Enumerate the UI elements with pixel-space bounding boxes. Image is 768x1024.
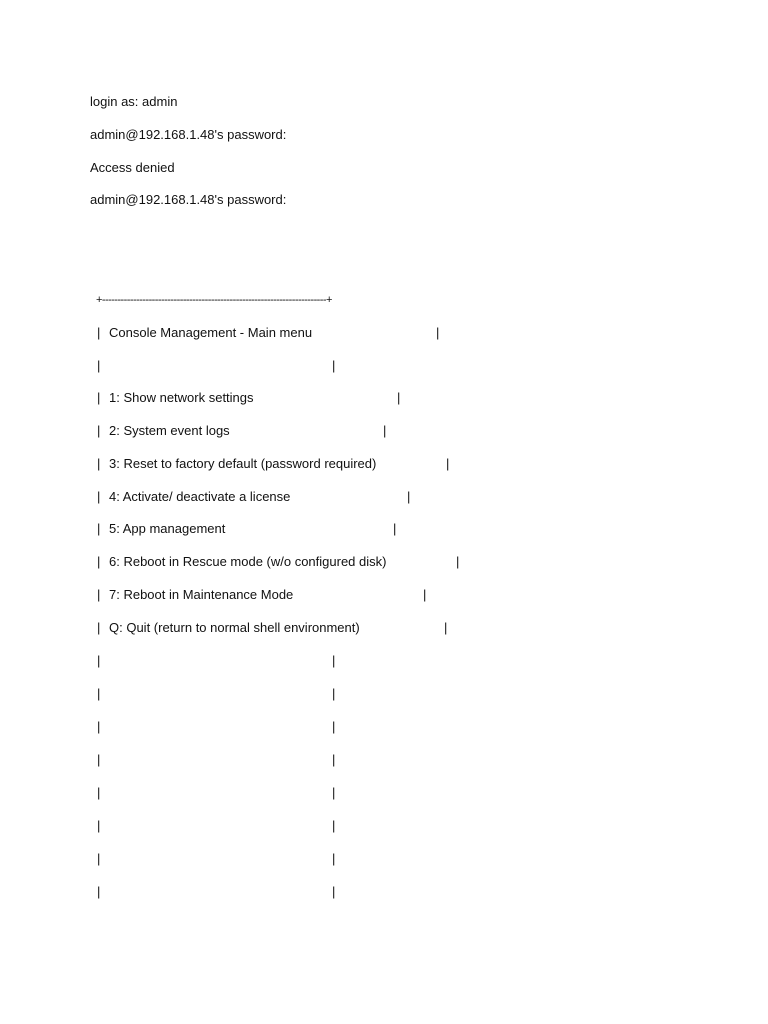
menu-right-border: | (436, 325, 440, 340)
menu-right-border: | (446, 456, 450, 471)
password-prompt: admin@192.168.1.48's password: (90, 192, 287, 207)
menu-item-factory-reset: 3: Reset to factory default (password required) (109, 456, 377, 471)
menu-left-border: | (97, 752, 101, 767)
password-prompt: admin@192.168.1.48's password: (90, 127, 287, 142)
menu-left-border: | (97, 423, 101, 438)
menu-item-quit: Q: Quit (return to normal shell environment) (109, 620, 360, 635)
menu-left-border: | (97, 884, 101, 899)
menu-left-border: | (97, 489, 101, 504)
menu-right-border: | (393, 521, 397, 536)
menu-left-border: | (97, 686, 101, 701)
menu-left-border: | (97, 554, 101, 569)
menu-top-border: +------------------------------------------------------------------------+ (96, 294, 332, 306)
menu-item-system-event-logs: 2: System event logs (109, 423, 230, 438)
menu-left-border: | (97, 325, 101, 340)
menu-left-border: | (97, 587, 101, 602)
menu-right-border: | (332, 851, 336, 866)
menu-right-border: | (456, 554, 460, 569)
menu-left-border: | (97, 719, 101, 734)
menu-right-border: | (332, 653, 336, 668)
menu-item-app-management: 5: App management (109, 521, 226, 536)
menu-item-rescue-mode: 6: Reboot in Rescue mode (w/o configured disk) (109, 554, 387, 569)
menu-right-border: | (407, 489, 411, 504)
menu-right-border: | (332, 358, 336, 373)
menu-left-border: | (97, 456, 101, 471)
menu-left-border: | (97, 818, 101, 833)
menu-right-border: | (383, 423, 387, 438)
menu-right-border: | (423, 587, 427, 602)
menu-left-border: | (97, 521, 101, 536)
login-line: login as: admin (90, 94, 178, 109)
menu-item-license: 4: Activate/ deactivate a license (109, 489, 291, 504)
menu-left-border: | (97, 851, 101, 866)
menu-item-maintenance-mode: 7: Reboot in Maintenance Mode (109, 587, 294, 602)
menu-right-border: | (444, 620, 448, 635)
menu-right-border: | (332, 719, 336, 734)
menu-right-border: | (332, 785, 336, 800)
menu-right-border: | (332, 884, 336, 899)
menu-right-border: | (332, 818, 336, 833)
menu-left-border: | (97, 358, 101, 373)
menu-left-border: | (97, 785, 101, 800)
menu-item-show-network-settings: 1: Show network settings (109, 390, 254, 405)
menu-left-border: | (97, 620, 101, 635)
access-denied-message: Access denied (90, 160, 175, 175)
menu-left-border: | (97, 390, 101, 405)
menu-right-border: | (397, 390, 401, 405)
menu-left-border: | (97, 653, 101, 668)
menu-title: Console Management - Main menu (109, 325, 313, 340)
menu-right-border: | (332, 686, 336, 701)
menu-right-border: | (332, 752, 336, 767)
